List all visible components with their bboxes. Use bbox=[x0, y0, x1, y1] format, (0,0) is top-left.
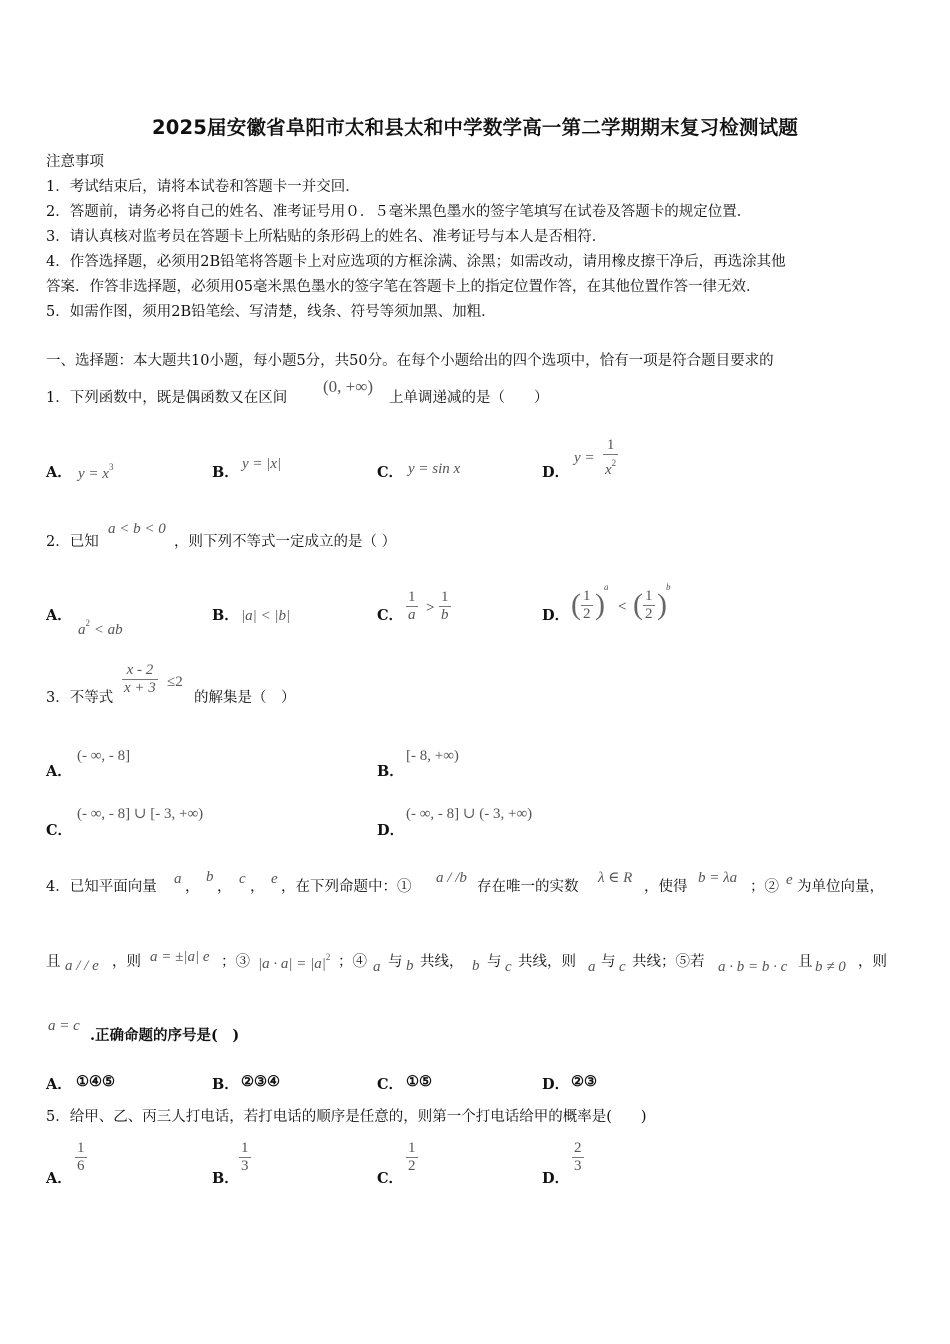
q2-option-c-op: > bbox=[426, 600, 435, 616]
q4-vector-b: b bbox=[206, 869, 214, 885]
q4-option-d: ②③ bbox=[571, 1073, 597, 1090]
notice-heading: 注意事项 bbox=[46, 154, 104, 170]
q4-expr-2: λ ∈ R bbox=[598, 870, 633, 886]
q5-option-a: $\frac{1}{6}$ bbox=[77, 1140, 85, 1174]
q5-option-a-label: A． bbox=[46, 1170, 72, 1187]
q3-option-a-label: A． bbox=[46, 763, 72, 780]
q2-stem-a: 2．已知 bbox=[46, 534, 99, 550]
q3-stem-a: 3．不等式 bbox=[46, 690, 114, 706]
q4-vector-c: c bbox=[239, 871, 246, 887]
notice-item-2: 2．答题前，请务必将自己的姓名、准考证号用０．５毫米黑色墨水的签字笔填写在试卷及答题卡的规定位置． bbox=[46, 204, 752, 220]
q1-option-c-label: C． bbox=[377, 464, 404, 481]
q1-option-d-label: D． bbox=[542, 464, 570, 481]
q4-vector-e-2: e bbox=[786, 872, 793, 888]
q2-option-c-label: C． bbox=[377, 607, 404, 624]
q1-option-d-fraction: $\frac{1}{x^2}$ bbox=[605, 437, 617, 478]
q5-option-b-label: B． bbox=[212, 1170, 239, 1187]
q2-option-b-label: B． bbox=[212, 607, 239, 624]
section-heading: 一、选择题：本大题共10小题，每小题5分，共50分。在每个小题给出的四个选项中，恰有一项是符合题目要求的 bbox=[46, 353, 774, 369]
q4-option-a: ①④⑤ bbox=[76, 1073, 115, 1090]
q4-stem-2: ，在下列命题中：① bbox=[281, 879, 412, 895]
notice-item-3: 3．请认真核对监考员在答题卡上所粘贴的条形码上的姓名、准考证号与本人是否相符． bbox=[46, 229, 607, 245]
q2-option-b: |a| < |b| bbox=[241, 608, 291, 624]
q4-option-a-label: A． bbox=[46, 1076, 72, 1093]
q2-option-d-paren-close-2: ) bbox=[657, 588, 667, 621]
q4-expr-8: b ≠ 0 bbox=[815, 959, 846, 975]
q2-option-a: $a^2$ < ab bbox=[78, 618, 123, 638]
q4-stem-5: ；② bbox=[750, 879, 779, 895]
q2-option-a-label: A． bbox=[46, 607, 72, 624]
q4-stem-16: 共线；⑤若 bbox=[632, 954, 705, 970]
q1-option-a-label: A． bbox=[46, 464, 72, 481]
q2-option-d-exp-1: a bbox=[604, 582, 609, 592]
q2-option-d-paren-close-1: ) bbox=[595, 588, 605, 621]
q2-option-d-label: D． bbox=[542, 607, 570, 624]
q5-stem: 5．给甲、乙、丙三人打电话，若打电话的顺序是任意的，则第一个打电话给甲的概率是( ) bbox=[46, 1109, 647, 1125]
q1-stem-b: 上单调递减的是（ ） bbox=[389, 390, 549, 406]
page-title: 2025届安徽省阜阳市太和县太和中学数学高一第二学期期末复习检测试题 bbox=[151, 116, 799, 139]
q4-stem-1: 4．已知平面向量 bbox=[46, 879, 157, 895]
q4-stem-3: 存在唯一的实数 bbox=[477, 879, 579, 895]
q4-stem-14: 共线，则 bbox=[518, 954, 576, 970]
q3-option-c: (- ∞, - 8] ∪ [- 3, +∞) bbox=[77, 806, 204, 822]
q1-interval: (0, +∞) bbox=[323, 377, 374, 396]
q4-vector-c-3: c bbox=[619, 959, 626, 975]
q4-expr-7: a · b = b · c bbox=[718, 959, 788, 975]
q4-stem-7: 且 bbox=[46, 954, 61, 970]
q2-option-d-exp-2: b bbox=[666, 582, 671, 592]
q4-stem-12: 共线， bbox=[420, 954, 464, 970]
q2-condition: a < b < 0 bbox=[108, 521, 166, 537]
q2-option-d-paren-open-1: ( bbox=[571, 588, 581, 621]
q4-expr-3: b = λa bbox=[698, 870, 738, 886]
q4-option-c: ①⑤ bbox=[406, 1073, 432, 1090]
q4-expr-4: a / / e bbox=[65, 958, 99, 974]
q4-stem-15: 与 bbox=[601, 954, 616, 970]
q3-option-b-label: B． bbox=[377, 763, 404, 780]
q4-option-b-label: B． bbox=[212, 1076, 239, 1093]
q3-option-d-label: D． bbox=[377, 822, 405, 839]
notice-item-5: 5．如需作图，须用2B铅笔绘、写清楚，线条、符号等须加黑、加粗． bbox=[46, 304, 496, 320]
q4-stem-17: 且 bbox=[798, 954, 813, 970]
q4-expr-9: a = c bbox=[48, 1018, 80, 1034]
q4-expr-1: a / /b bbox=[436, 870, 467, 886]
q1-option-c: y = sin x bbox=[408, 461, 461, 477]
q4-comma-3: ， bbox=[250, 879, 265, 895]
q4-vector-b-3: b bbox=[472, 958, 480, 974]
q3-stem-b: 的解集是（ ） bbox=[194, 690, 296, 706]
q2-option-d-frac-2: $\frac{1}{2}$ bbox=[645, 588, 653, 622]
q4-expr-6: $|a \cdot a| = |a|^2$ bbox=[258, 952, 331, 972]
q5-option-c: $\frac{1}{2}$ bbox=[408, 1140, 416, 1174]
q1-option-b-label: B． bbox=[212, 464, 239, 481]
q4-vector-c-2: c bbox=[505, 959, 512, 975]
q3-option-a: (- ∞, - 8] bbox=[77, 748, 131, 764]
q3-option-b: [- 8, +∞) bbox=[406, 748, 459, 764]
q4-stem-6: 为单位向量， bbox=[797, 879, 884, 895]
q4-stem-8: ，则 bbox=[112, 954, 141, 970]
q2-option-c-frac-1: $\frac{1}{a}$ bbox=[408, 589, 416, 623]
q2-stem-b: ，则下列不等式一定成立的是（ ） bbox=[174, 534, 397, 550]
q5-option-d-label: D． bbox=[542, 1170, 570, 1187]
q3-option-c-label: C． bbox=[46, 822, 73, 839]
q3-relation: ≤2 bbox=[167, 674, 183, 690]
q4-comma-1: ， bbox=[185, 879, 200, 895]
q4-vector-a: a bbox=[174, 871, 182, 887]
q4-option-c-label: C． bbox=[377, 1076, 404, 1093]
q4-expr-5: a = ±|a| e bbox=[150, 949, 210, 965]
q5-option-b: $\frac{1}{3}$ bbox=[241, 1140, 249, 1174]
q4-stem-18: ，则 bbox=[858, 954, 887, 970]
q2-option-d-paren-open-2: ( bbox=[633, 588, 643, 621]
q4-stem-19: .正确命题的序号是( ) bbox=[90, 1027, 240, 1044]
q4-vector-b-2: b bbox=[406, 958, 414, 974]
q4-vector-e: e bbox=[271, 871, 278, 887]
q2-option-c-frac-2: $\frac{1}{b}$ bbox=[441, 589, 449, 623]
q3-fraction: $\frac{x - 2}{x + 3}$ bbox=[124, 662, 156, 696]
notice-item-4: 4．作答选择题，必须用2B铅笔将答题卡上对应选项的方框涂满、涂黑；如需改动，请用橡皮擦干净后，再选涂其他 bbox=[46, 254, 786, 270]
q1-option-d-lhs: y = bbox=[574, 450, 595, 466]
q4-stem-9: ；③ bbox=[221, 954, 250, 970]
q5-option-c-label: C． bbox=[377, 1170, 404, 1187]
q4-stem-13: 与 bbox=[487, 954, 502, 970]
q1-option-a: $y = x^3$ bbox=[78, 462, 114, 482]
q1-stem-a: 1．下列函数中，既是偶函数又在区间 bbox=[46, 390, 288, 406]
q4-stem-4: ，使得 bbox=[644, 879, 688, 895]
q3-option-d: (- ∞, - 8] ∪ (- 3, +∞) bbox=[406, 806, 533, 822]
notice-item-1: 1．考试结束后，请将本试卷和答题卡一并交回． bbox=[46, 179, 360, 195]
q4-comma-2: ， bbox=[217, 879, 232, 895]
q4-vector-a-2: a bbox=[373, 959, 381, 975]
q1-option-b: y = |x| bbox=[242, 456, 282, 472]
q5-option-d: $\frac{2}{3}$ bbox=[574, 1140, 582, 1174]
q4-stem-11: 与 bbox=[388, 954, 403, 970]
q2-option-d-frac-1: $\frac{1}{2}$ bbox=[583, 588, 591, 622]
q4-option-b: ②③④ bbox=[241, 1073, 280, 1090]
q2-option-d-op: < bbox=[618, 599, 627, 615]
q4-option-d-label: D． bbox=[542, 1076, 570, 1093]
q4-stem-10: ；④ bbox=[338, 954, 367, 970]
notice-item-4-cont: 答案．作答非选择题，必须用05毫米黑色墨水的签字笔在答题卡上的指定位置作答，在其他位置作答一律无效． bbox=[46, 279, 761, 295]
q4-vector-a-3: a bbox=[588, 959, 596, 975]
